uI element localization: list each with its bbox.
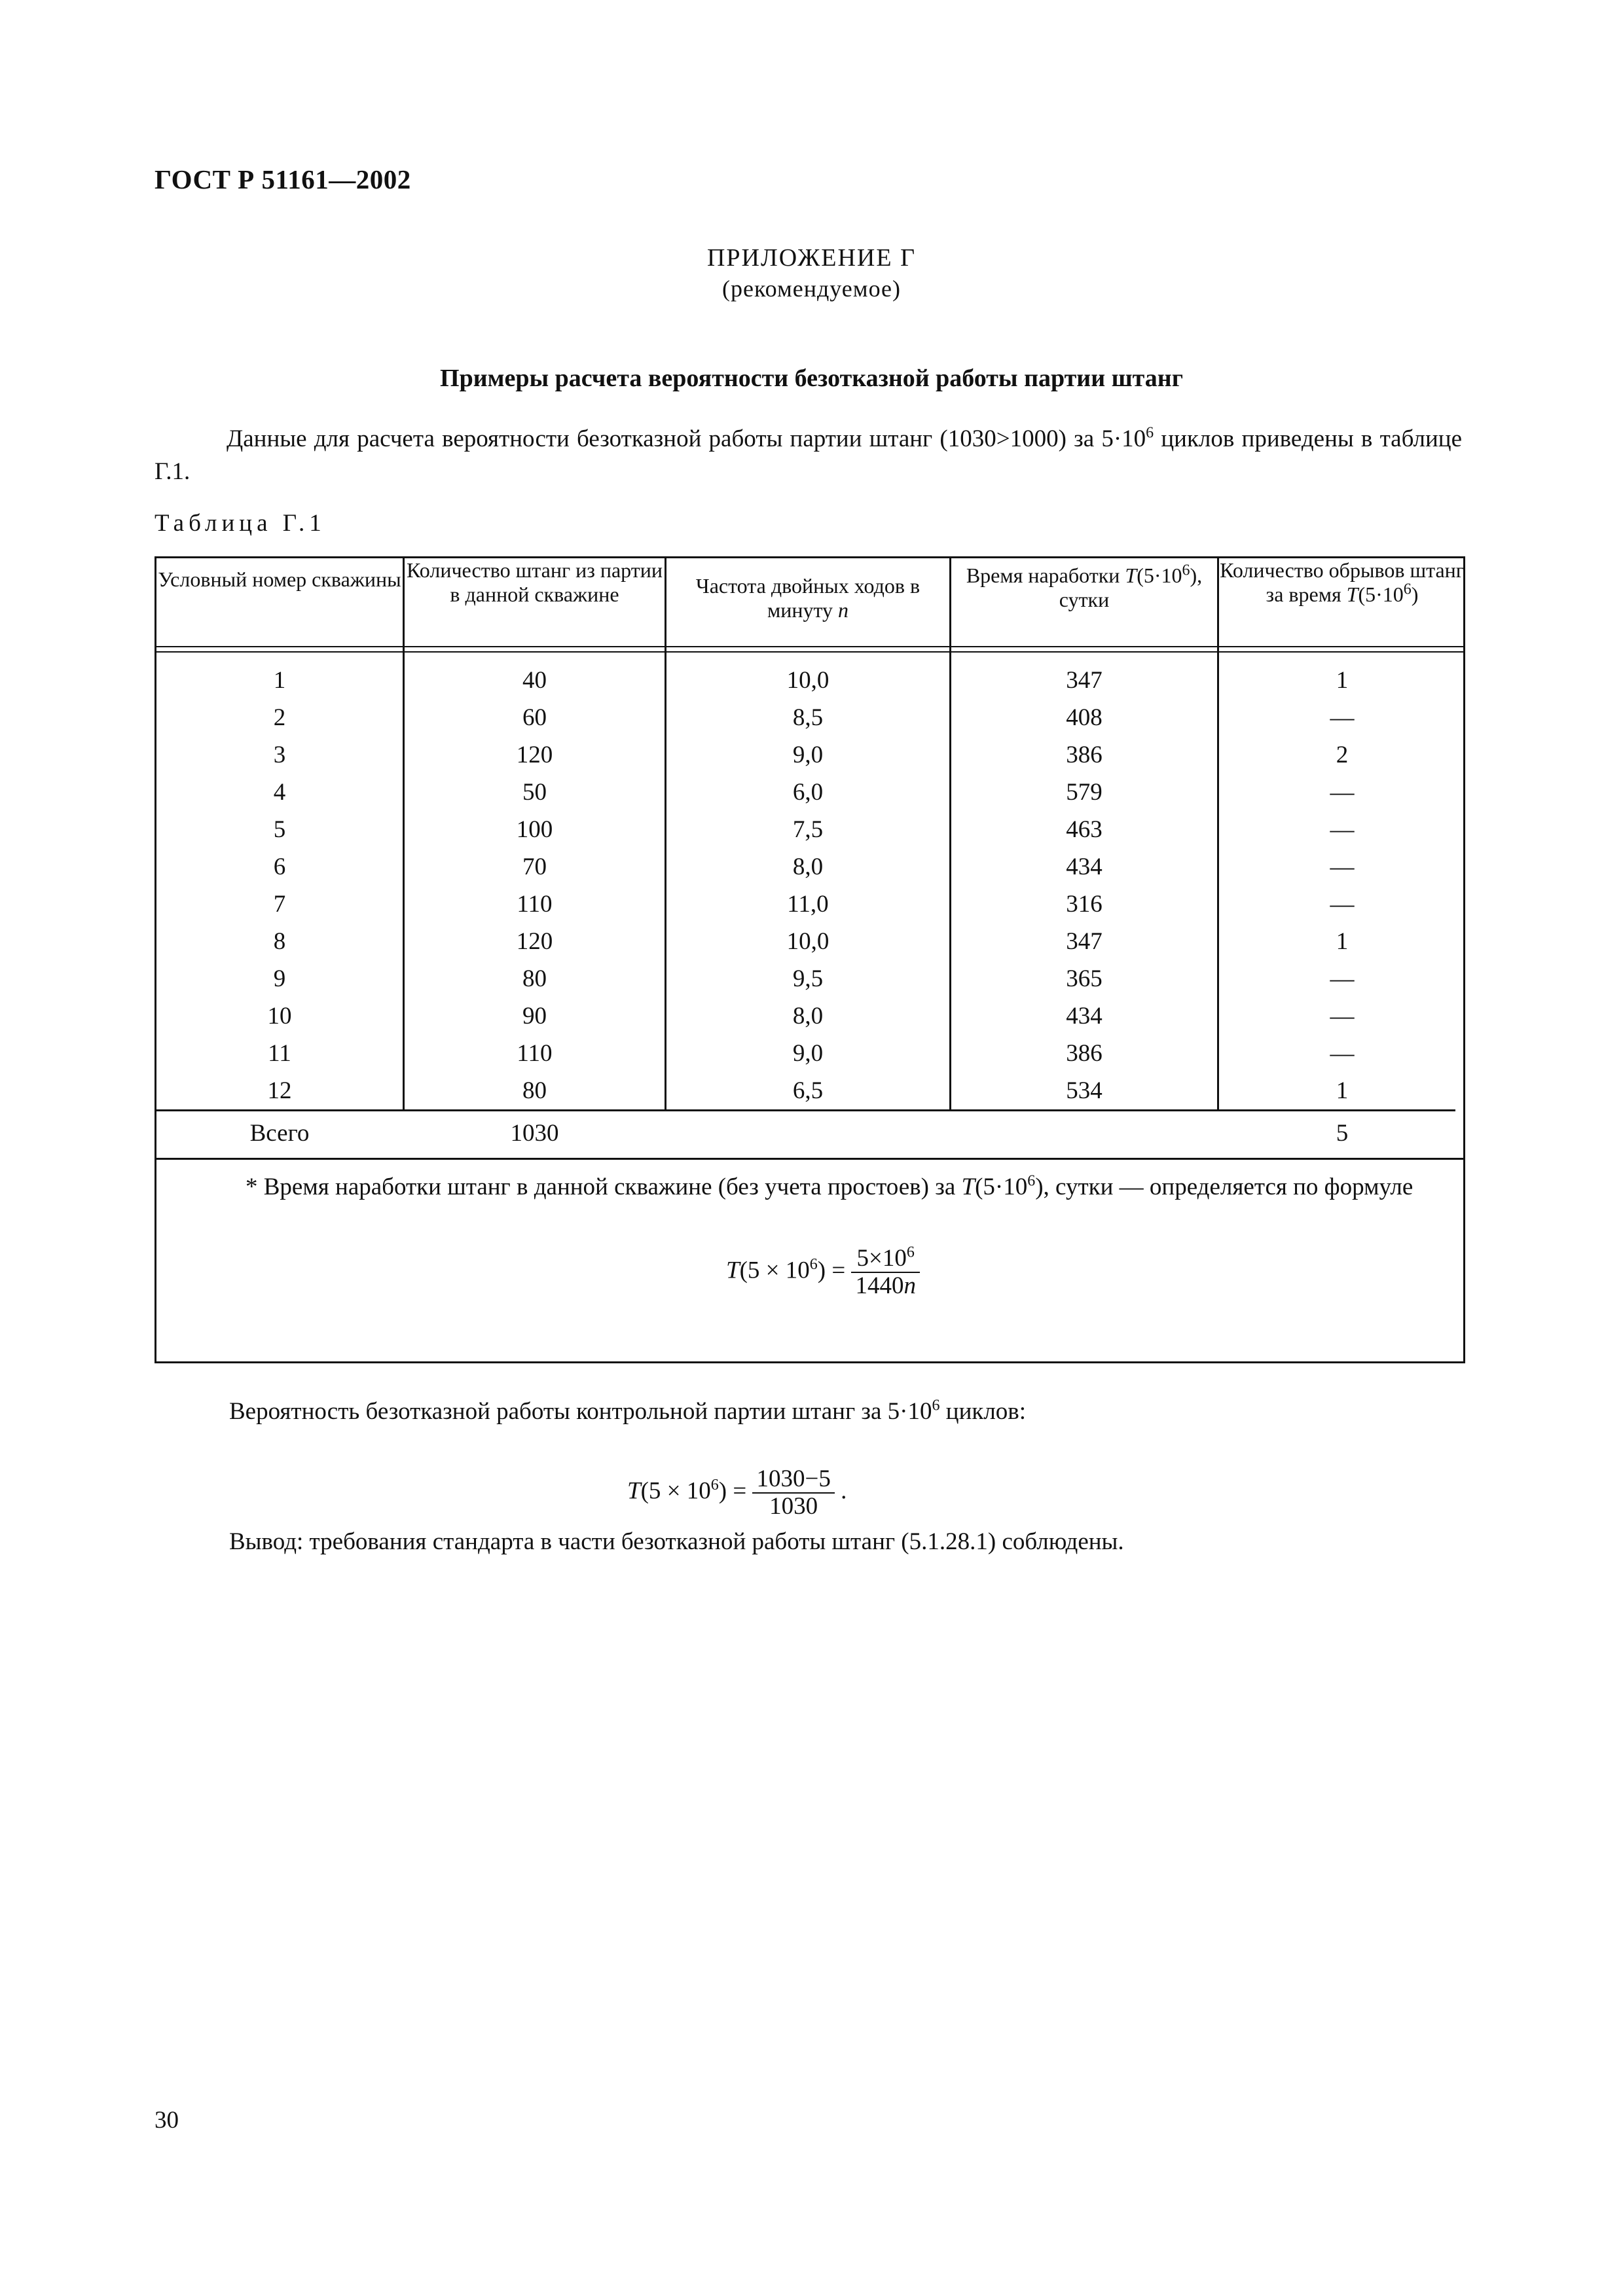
- header-rule: [156, 646, 1463, 647]
- table-row: [156, 886, 1467, 923]
- cell-frequency: 6,0: [792, 779, 824, 806]
- cell-time: 534: [1066, 1077, 1103, 1104]
- table-row: [156, 736, 1467, 774]
- cell-frequency: 8,0: [792, 1003, 824, 1030]
- cell-breaks: —: [1330, 891, 1355, 918]
- cell-time: 579: [1066, 779, 1103, 806]
- total-breaks: 5: [1336, 1120, 1349, 1147]
- cell-well: 8: [273, 928, 286, 955]
- cell-well: 11: [268, 1040, 291, 1067]
- header-break-count: Количество обрывов штанг за время $T(5\cdot 10^6)$: [1220, 558, 1465, 606]
- cell-rods: 80: [522, 1077, 547, 1104]
- cell-rods: 60: [522, 704, 547, 731]
- cell-frequency: 9,0: [792, 1040, 824, 1067]
- cell-time: 386: [1066, 1040, 1103, 1067]
- cell-well: 9: [273, 965, 286, 992]
- operating-time-formula: $T(5 \times 10^6)$ = $\frac{5\times 10^6}{1440n}$: [726, 1246, 920, 1299]
- cell-well: 5: [273, 816, 286, 843]
- cell-time: 434: [1066, 1003, 1103, 1030]
- cell-frequency: 7,5: [792, 816, 824, 843]
- fraction: $\frac{1030-5}{1030}$: [752, 1466, 834, 1520]
- header-rule: [156, 651, 1463, 653]
- cell-rods: 120: [516, 928, 553, 955]
- cell-well: 6: [273, 853, 286, 880]
- cell-time: 365: [1066, 965, 1103, 992]
- cell-rods: 50: [522, 779, 547, 806]
- table-footnote: * Время наработки штанг в данной скважине (без учета простоев) за $T(5\cdot 10^6)$, сутки — определяется по формуле: [246, 1172, 1413, 1200]
- cell-breaks: 1: [1336, 1077, 1349, 1104]
- cell-breaks: —: [1330, 1003, 1355, 1030]
- header-stroke-frequency: Частота двойных ходов в минуту n: [695, 574, 921, 622]
- cell-breaks: 2: [1336, 742, 1349, 768]
- data-table: [155, 556, 1465, 1363]
- cell-well: 4: [273, 779, 286, 806]
- cell-time: 347: [1066, 928, 1103, 955]
- cell-breaks: —: [1330, 853, 1355, 880]
- cell-rods: 110: [517, 891, 553, 918]
- cell-frequency: 9,0: [792, 742, 824, 768]
- table-row: [156, 960, 1467, 997]
- total-count: 1030: [510, 1120, 559, 1147]
- cell-well: 12: [267, 1077, 292, 1104]
- cell-breaks: 1: [1336, 667, 1349, 694]
- table-row: [156, 699, 1467, 736]
- cell-rods: 100: [516, 816, 553, 843]
- cell-breaks: —: [1330, 965, 1355, 992]
- cell-well: 3: [273, 742, 286, 768]
- fraction: $\frac{5\times 10^6}{1440n}$: [851, 1246, 920, 1299]
- cell-frequency: 8,5: [792, 704, 824, 731]
- conclusion: Вывод: требования стандарта в части безотказной работы штанг (5.1.28.1) соблюдены.: [229, 1528, 1124, 1555]
- cell-rods: 120: [516, 742, 553, 768]
- cell-well: 10: [267, 1003, 292, 1030]
- cell-well: 2: [273, 704, 286, 731]
- cell-frequency: 6,5: [792, 1077, 824, 1104]
- cell-time: 386: [1066, 742, 1103, 768]
- cell-well: 1: [273, 667, 286, 694]
- page-number: 30: [155, 2107, 179, 2134]
- section-title: Примеры расчета вероятности безотказной работы партии штанг: [440, 365, 1183, 392]
- table-row: [156, 923, 1467, 960]
- total-rule: [156, 1109, 1455, 1111]
- probability-formula: $T(5 \times 10^6)$ = $\frac{1030-5}{1030}$ .: [627, 1465, 847, 1520]
- header-well-number: Условный номер скважины: [158, 567, 401, 591]
- header-operating-time: Время наработки $T(5\cdot 10^6)$, сутки: [966, 562, 1203, 611]
- cell-time: 434: [1066, 853, 1103, 880]
- total-label: Всего: [249, 1120, 310, 1147]
- cell-rods: 90: [522, 1003, 547, 1030]
- probability-paragraph: Вероятность безотказной работы контрольной партии штанг за $5\cdot 10^6$ циклов:: [229, 1397, 1027, 1425]
- table-row: [156, 1072, 1467, 1109]
- table-row: [156, 662, 1467, 699]
- cell-frequency: 10,0: [786, 667, 830, 694]
- cell-well: 7: [273, 891, 286, 918]
- cell-rods: 80: [522, 965, 547, 992]
- table-row: [156, 1035, 1467, 1072]
- cell-breaks: 1: [1336, 928, 1349, 955]
- cell-time: 463: [1066, 816, 1103, 843]
- intro-paragraph: Данные для расчета вероятности безотказной работы партии штанг (1030>1000) за $5\cdot 10^6$ циклов приведены в таблице Г.1.: [155, 424, 1462, 485]
- cell-frequency: 8,0: [792, 853, 824, 880]
- appendix-title: ПРИЛОЖЕНИЕ Г: [706, 244, 917, 272]
- cell-time: 408: [1066, 704, 1103, 731]
- cell-rods: 70: [522, 853, 547, 880]
- table-row: [156, 848, 1467, 886]
- cell-breaks: —: [1330, 816, 1355, 843]
- table-caption: Таблица Г.1: [155, 510, 326, 537]
- cell-rods: 40: [522, 667, 547, 694]
- cell-breaks: —: [1330, 779, 1355, 806]
- cell-frequency: 11,0: [787, 891, 829, 918]
- table-row: [156, 997, 1467, 1035]
- footnote-rule: [156, 1158, 1463, 1160]
- total-row: [156, 1112, 1467, 1157]
- cell-time: 347: [1066, 667, 1103, 694]
- header-rod-count: Количество штанг из партии в данной скважине: [407, 558, 663, 606]
- table-row: [156, 811, 1467, 848]
- cell-frequency: 10,0: [786, 928, 830, 955]
- document-id: ГОСТ Р 51161—2002: [155, 164, 411, 194]
- cell-breaks: —: [1330, 704, 1355, 731]
- cell-time: 316: [1066, 891, 1103, 918]
- cell-frequency: 9,5: [792, 965, 824, 992]
- cell-breaks: —: [1330, 1040, 1355, 1067]
- appendix-subtitle: (рекомендуемое): [722, 276, 901, 302]
- cell-rods: 110: [517, 1040, 553, 1067]
- table-row: [156, 774, 1467, 811]
